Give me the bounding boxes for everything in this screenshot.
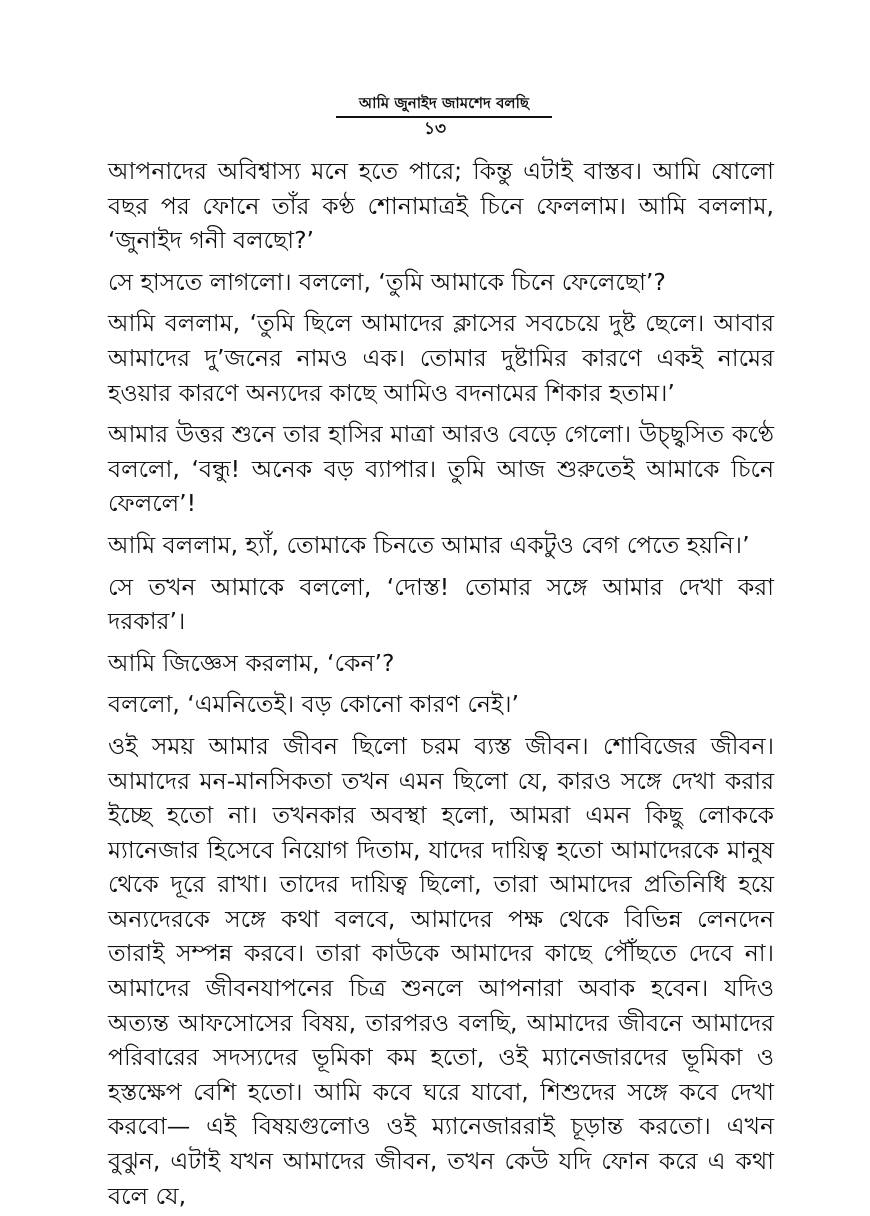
paragraph: আমার উত্তর শুনে তার হাসির মাত্রা আরও বেড়ে গেলো। উচ্ছ্বসিত কণ্ঠে বললো, ‘বন্ধু! অনেক বড় ব্যাপার। তুমি আজ শুরুতেই আমাকে চিনে ফেললে’! [108, 420, 774, 518]
paragraph: আমি জিজ্ঞেস করলাম, ‘কেন’? [108, 648, 395, 677]
paragraph: আমি বললাম, ‘তুমি ছিলে আমাদের ক্লাসের সবচেয়ে দুষ্ট ছেলে। আবার আমাদের দু’জনের নামও এক। তোমার দুষ্টামির কারণে একই নামের হওয়ার কারণে অন্যদের কাছে আমিও বদনামের শিকার হতাম।’ [108, 309, 774, 407]
paragraph: আমি বললাম, হ্যাঁ, তোমাকে চিনতে আমার একটুও বেগ পেতে হয়নি।’ [108, 530, 750, 559]
paragraph: ওই সময় আমার জীবন ছিলো চরম ব্যস্ত জীবন। শোবিজের জীবন। আমাদের মন-মানসিকতা তখন এমন ছিলো যে, কারও সঙ্গে দেখা করার ইচ্ছে হতো না। তখনকার অবস্থা হলো, আমরা এমন কিছু লোককে ম্যানেজার হিসেবে নিয়োগ দিতাম, যাদের দায়িত্ব হতো আমাদেরকে মানুষ থেকে দূরে রাখা। তাদের দায়িত্ব ছিলো, তারা আমাদের প্রতিনিধি হয়ে অন্যদেরকে সঙ্গে কথা বলবে, আমাদের পক্ষ থেকে বিভিন্ন লেনদেন তারাই সম্পন্ন করবে। তারা কাউকে আমাদের কাছে পৌঁছতে দেবে না। আমাদের জীবনযাপনের চিত্র শুনলে আপনারা অবাক হবেন। যদিও অত্যন্ত আফসোসের বিষয়, তারপরও বলছি, আমাদের জীবনে আমাদের পরিবারের সদস্যদের ভূমিকা কম হতো, ওই ম্যানেজারদের ভূমিকা ও হস্তক্ষেপ বেশি হতো। আমি কবে ঘরে যাবো, শিশুদের সঙ্গে কবে দেখা করবো— এই বিষয়গুলোও ওই ম্যানেজাররাই চূড়ান্ত করতো। এখন বুঝুন, এটাই যখন আমাদের জীবন, তখন কেউ যদি ফোন করে এ কথা বলে যে, [108, 731, 774, 1210]
paragraph: সে হাসতে লাগলো। বললো, ‘তুমি আমাকে চিনে ফেলেছো’? [108, 267, 666, 296]
paragraph: সে তখন আমাকে বললো, ‘দোস্ত! তোমার সঙ্গে আমার দেখা করা দরকার’। [108, 572, 774, 636]
page-number: ১৩ [423, 119, 447, 139]
paragraph: বললো, ‘এমনিতেই। বড় কোনো কারণ নেই।’ [108, 690, 520, 719]
running-header-title: আমি জুনাইদ জামশেদ বলছি [359, 94, 529, 112]
body-text [108, 154, 774, 1213]
paragraph: আপনাদের অবিশ্বাস্য মনে হতে পারে; কিন্তু এটাই বাস্তব। আমি ষোলো বছর পর ফোনে তাঁর কণ্ঠ শোনামাত্রই চিনে ফেললাম। আমি বললাম, ‘জুনাইদ গনী বলছো?’ [108, 157, 774, 255]
